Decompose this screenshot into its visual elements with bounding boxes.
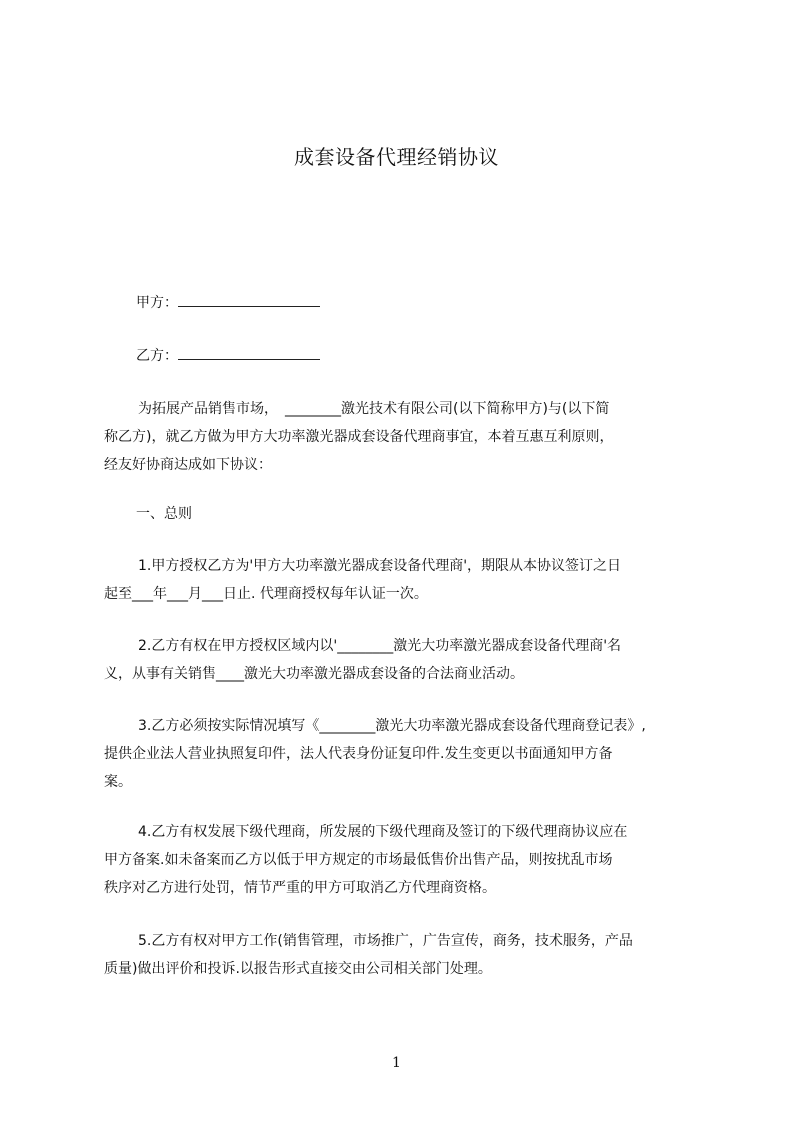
clause-1 <box>104 552 704 608</box>
party-b-field <box>136 345 320 366</box>
clause-line: 义，从事有关销售____激光大功率激光器成套设备的合法商业活动。 <box>104 666 524 682</box>
intro-line: 为拓展产品销售市场， ________激光技术有限公司(以下简称甲方)与(以下简 <box>138 401 610 417</box>
clause-line: 起至___年___月___日止. 代理商授权每年认证一次。 <box>104 586 428 602</box>
clause-2 <box>104 632 704 688</box>
page-number: 1 <box>392 1055 401 1071</box>
clause-line: 秩序对乙方进行处罚，情节严重的甲方可取消乙方代理商资格。 <box>104 880 496 896</box>
clause-5 <box>104 927 704 983</box>
party-a-label: 甲方： <box>136 295 178 311</box>
clause-4 <box>104 818 704 902</box>
document-title: 成套设备代理经销协议 <box>294 145 499 169</box>
clause-line: 3.乙方必须按实际情况填写《________激光大功率激光器成套设备代理商登记表》, <box>138 718 646 734</box>
intro-paragraph <box>104 395 704 479</box>
party-b-blank <box>178 345 320 360</box>
party-a-blank <box>178 292 320 307</box>
clause-line: 4.乙方有权发展下级代理商，所发展的下级代理商及签订的下级代理商协议应在 <box>138 824 628 840</box>
intro-line: 经友好协商达成如下协议： <box>104 457 272 473</box>
party-b-label: 乙方： <box>136 348 178 364</box>
clause-line: 甲方备案.如未备案而乙方以低于甲方规定的市场最低售价出售产品，则按扰乱市场 <box>104 852 613 868</box>
section-heading: 一、总则 <box>136 506 192 522</box>
clause-line: 2.乙方有权在甲方授权区域内以'________激光大功率激光器成套设备代理商'名 <box>138 638 622 654</box>
clause-line: 质量)做出评价和投诉.以报告形式直接交由公司相关部门处理。 <box>104 961 492 977</box>
intro-line: 称乙方)，就乙方做为甲方大功率激光器成套设备代理商事宜，本着互惠互利原则， <box>104 429 614 445</box>
party-a-field <box>136 292 320 313</box>
clause-line: 1.甲方授权乙方为'甲方大功率激光器成套设备代理商'，期限从本协议签订之日 <box>138 558 622 574</box>
clause-line: 5.乙方有权对甲方工作(销售管理，市场推广，广告宣传，商务，技术服务，产品 <box>138 933 633 949</box>
clause-line: 提供企业法人营业执照复印件，法人代表身份证复印件.发生变更以书面通知甲方备 <box>104 746 613 762</box>
clause-line: 案。 <box>104 774 132 790</box>
clause-3 <box>104 712 704 796</box>
